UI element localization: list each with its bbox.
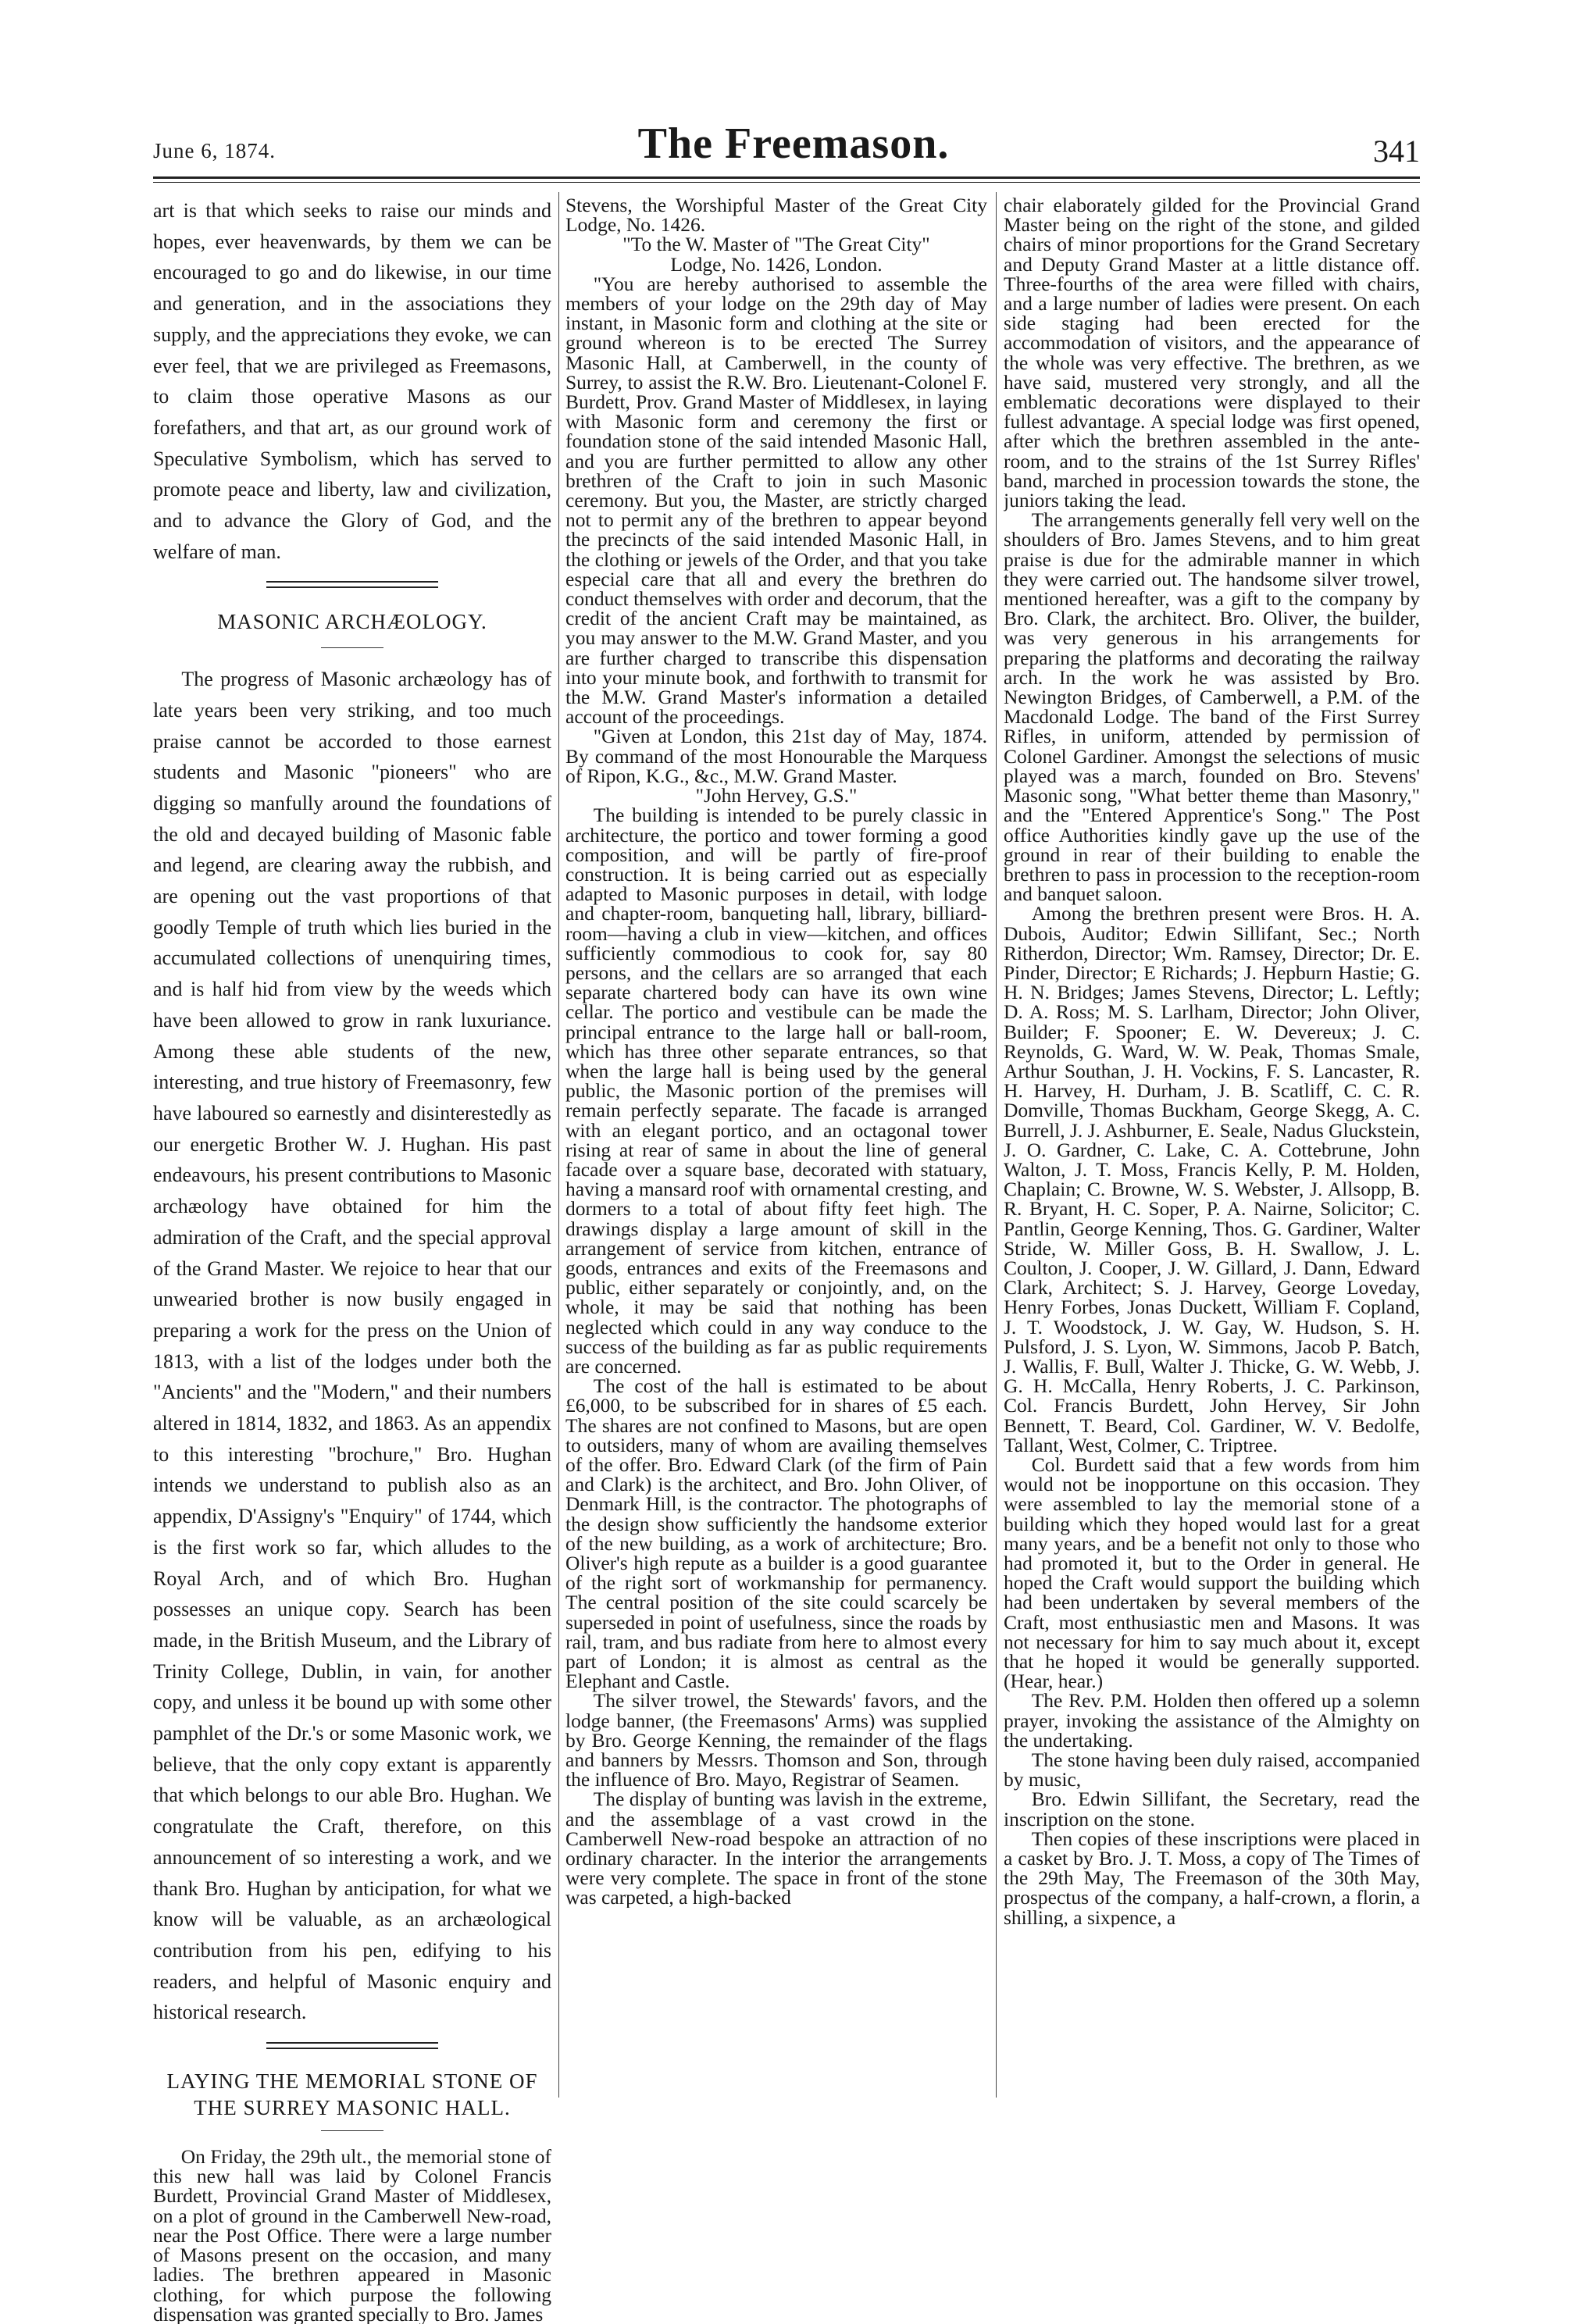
inscription-read: Bro. Edwin Sillifant, the Secretary, read the inscription on the stone.: [1004, 1788, 1420, 1830]
newspaper-title: The Freemason.: [637, 119, 950, 168]
page-number: 341: [1373, 134, 1420, 169]
arrangements-paragraph: The arrangements generally fell very well on the shoulders of Bro. James Stevens, and to him great praise is due for the admirable manner in which they were carried out. The handsome silver trowel, mentioned hereafter, was a gift to the company by Bro. Clark, the architect. Bro. Oliver, the builder, was very generous in his arrangements for preparing the platforms and decorating the railway arch. In the work he was assisted by Bro. Newington Bridges, of Camberwell, a P.M. of the Macdonald Lodge. The band of the First Surrey Rifles, in uniform, attended by permission of Colonel Gardiner. Amongst the selections of music played was a march, founded on Bro. Stevens' Masonic song, "What better theme than Masonry," and the "Entered Apprentice's Song." The Post office Authorities kindly gave up the use of the ground in rear of their building to enable the brethren to pass in procession to the reception-room and banquet saloon.: [1004, 508, 1420, 906]
stone-raised: The stone having been duly raised, accompanied by music,: [1004, 1748, 1420, 1791]
section-divider: [266, 581, 438, 588]
chair-description: chair elaborately gilded for the Provincial Grand Master being on the right of the stone, and gilded chairs of minor proportions for the Grand Secretary and Deputy Grand Master at a little distance off. Three-fourths of the area were filled with chairs, and a large number of ladies were present. On each side staging had been erected for the accommodation of visitors, and the appearance of the whole was very effective. The brethren, as we have said, mustered very strongly, and all the emblematic decorations were displayed to their fullest advantage. A special lodge was first opened, after which the brethren assembled in the ante-room, and to the strains of the 1st Surrey Rifles' band, marched in procession towards the stone, the juniors taking the lead.: [1004, 195, 1420, 512]
masthead-rule-thin: [153, 182, 1420, 183]
casket-contents: Then copies of these inscriptions were placed in a casket by Bro. J. T. Moss, a copy of The Times of the 29th May, The Freemason of the 30th May, prospectus of the company, a half-crown, a florin, a shilling, a sixpence, a: [1004, 1827, 1420, 1927]
burdett-speech: Col. Burdett said that a few words from him would not be inopportune on this occasion. They were assembled to lay the memorial stone of a building which they hoped would last for a great many years, and be a benefit not only to those who had promoted it, but to the Order in general. He hoped the Craft would support the building which had been undertaken by several members of the Craft, most enthusiastic men and Masons. It was not necessary for him to say much about it, except that he hoped it would be generally supported. (Hear, hear.): [1004, 1453, 1420, 1693]
masthead-rule: [153, 176, 1420, 179]
memorial-stone-article: On Friday, the 29th ult., the memorial stone of this new hall was laid by Colonel Francis Burdett, Provincial Grand Master of Middlesex, on a plot of ground in the Camberwell New-road, near the Post Office. There were a large number of Masons present on the occasion, and many ladies. The brethren appeared in Masonic clothing, for which purpose the following dispensation was granted specially to Bro. James: [153, 2145, 551, 2324]
dispensation-dated: "Given at London, this 21st day of May, 1874. By command of the most Honourable the Marquess of Ripon, K.G., &c., M.W. Grand Master.: [565, 725, 987, 787]
issue-date: June 6, 1874.: [153, 139, 276, 162]
dispensation-address-lodge: Lodge, No. 1426, London.: [670, 252, 883, 276]
column-1: [153, 195, 551, 2324]
archaeology-article: The progress of Masonic archæology has of late years been very striking, and too much praise cannot be accorded to those earnest students and Masonic "pioneers" who are digging so manfully around the foundations of the old and decayed building of Masonic fable and legend, are clearing away the rubbish, and are opening out the vast proportions of that goodly Temple of truth which lies buried in the accumulated collections of unenquiring times, and is half hid from view by the weeds which have been allowed to grow in rank luxuriance. Among these able students of the new, interesting, and true history of Freemasonry, few have laboured so earnestly and disinterestedly as our energetic Brother W. J. Hughan. His past endeavours, his present contributions to Masonic archæology have obtained for him the admiration of the Craft, and the special approval of the Grand Master. We rejoice to hear that our unwearied brother is now busily engaged in preparing a work for the press on the Union of 1813, with a list of the lodges under both the "Ancients" and the "Modern," and their numbers altered in 1814, 1832, and 1863. As an appendix to this interesting "brochure," Bro. Hughan intends we understand to publish also as an appendix, D'Assigny's "Enquiry" of 1744, which is the first work so far, which alludes to the Royal Arch, and of which Bro. Hughan possesses an unique copy. Search has been made, in the British Museum, and the Library of Trinity College, Dublin, in vain, for another copy, and unless it be bound up with some other pamphlet of the Dr.'s or some Masonic work, we believe, that the only copy extant is apparently that which belongs to our able Bro. Hughan. We congratulate the Craft, therefore, on this announcement of so interesting a work, and we thank Bro. Hughan by anticipation, for what we know will be valuable, as an archæological contribution from his pen, edifying to his readers, and helpful of Masonic enquiry and historical research.: [153, 668, 551, 2024]
dispensation-address: "To the W. Master of "The Great City": [622, 233, 930, 256]
bunting-display: The display of bunting was lavish in the extreme, and the assemblage of a vast crowd in the Camberwell New-road bespoke an attraction of no ordinary character. In the interior the arrangements were very complete. The space in front of the stone was carpeted, a high-backed: [565, 1788, 987, 1908]
column-3: [1004, 195, 1420, 1927]
column-divider-1: [558, 192, 559, 2098]
dispensation-text: "You are hereby authorised to assemble the members of your lodge on the 29th day of May instant, in Masonic form and clothing at the site or ground whereon is to be erected The Surrey Masonic Hall, at Camberwell, in the county of Surrey, to assist the R.W. Bro. Lieutenant-Colonel F. Burdett, Prov. Grand Master of Middlesex, in laying with Masonic form and ceremony the first or foundation stone of the said intended Masonic Hall, and you are further permitted to allow any other brethren of the Craft to join in such Masonic ceremony. But you, the Master, are strictly charged not to permit any of the brethren to appear beyond the precincts of the said intended Masonic Hall, in the clothing or jewels of the Order, and that you take especial care that all and every the brethren do conduct themselves with order and decorum, that the credit of the ancient Craft may be maintained, as you may answer to the M.W. Grand Master, and you are further charged to transcribe this dispensation into your minute book, and forthwith to transmit for the M.W. Grand Master's information a detailed account of the proceedings.: [565, 272, 987, 729]
article-continuation: Stevens, the Worshipful Master of the Great City Lodge, No. 1426.: [565, 195, 987, 237]
dispensation-signature: "John Hervey, G.S.": [695, 784, 858, 807]
section-divider: [266, 2042, 438, 2049]
memorial-stone-heading: LAYING THE MEMORIAL STONE OF THE SURREY MASONIC HALL.: [166, 2069, 538, 2120]
brethren-list: Among the brethren present were Bros. H. A. Dubois, Auditor; Edwin Sillifant, Sec.; North Ritherdon, Director; Wm. Ramsey, Director; Dr. E. Pinder, Director; E Richards; J. Hepburn Hastie; G. H. N. Bridges; James Stevens, Director; L. Leftly; D. A. Ross; M. S. Larlham, Director; John Oliver, Builder; F. Spooner; E. W. Devereux; J. C. Reynolds, G. Ward, W. W. Peak, Thomas Smale, Arthur Southan, J. H. Vockins, F. S. Lancaster, R. H. Harvey, H. Durham, J. B. Scatliff, C. C. R. Domville, Thomas Buckham, George Skegg, A. C. Burrell, J. J. Ashburner, E. Seale, Nadus Gluckstein, J. O. Gardner, C. Lake, C. A. Cottebrune, John Walton, J. T. Moss, Francis Kelly, P. M. Holden, Chaplain; C. Browne, W. S. Webster, J. Allsopp, B. R. Bryant, H. C. Soper, P. A. Nairne, Solicitor; C. Pantlin, George Kenning, Thos. G. Gardiner, Walter Stride, W. Miller Goss, B. H. Swallow, J. L. Coulton, J. Cooper, J. W. Gillard, J. Dann, Edward Clark, Architect; S. J. Harvey, George Loveday, Henry Forbes, Jonas Duckett, William F. Copland, J. T. Woodstock, J. W. Gay, W. Hudson, S. H. Pulsford, J. S. Lyon, W. Simmons, Jacob P. Batch, J. Wallis, F. Bull, Walter J. Thicke, G. W. Webb, J. G. H. McCalla, Henry Roberts, J. C. Parkinson, Col. Francis Burdett, John Hervey, Sir John Bennett, T. Beard, Col. Gardiner, W. V. Bedolfe, Tallant, West, Colmer, C. Triptree.: [1004, 902, 1420, 1456]
column-2: [565, 195, 987, 1908]
archaeology-heading: MASONIC ARCHÆOLOGY.: [217, 610, 487, 634]
heading-rule: [321, 2130, 383, 2131]
silver-trowel: The silver trowel, the Stewards' favors, and the lodge banner, (the Freemasons' Arms) was supplied by Bro. George Kenning, the remainder of the flags and banners by Messrs. Thomson and Son, through the influence of Bro. Mayo, Registrar of Seamen.: [565, 1689, 987, 1791]
building-description: The building is intended to be purely classic in architecture, the portico and tower forming a good composition, and will be partly of fire-proof construction. It is being carried out as especially adapted to Masonic purposes in detail, with lodge and chapter-room, banqueting hall, library, billiard-room—having a club in view—kitchen, and offices sufficiently commodious to cook for, say 80 persons, and the cellars are so arranged that each separate chartered body can have its own wine cellar. The portico and vestibule can be made the principal entrance to the large hall or ball-room, which has three other separate entrances, so that when the large hall is being used by the general public, the Masonic portion of the premises will remain perfectly separate. The facade is arranged with an elegant portico, and an octagonal tower rising at rear of same in about the line of general facade over a square base, decorated with statuary, having a mansard roof with ornamental cresting, and dormers to a total of about fifty feet high. The drawings display a large amount of skill in the arrangement of service from kitchen, entrance of goods, entrances and exits of the Freemasons and public, either separately or conjointly, and, on the whole, it may be said that nothing has been neglected which could in any way conduce to the success of the building as far as public requirements are concerned.: [565, 804, 987, 1378]
hall-cost: The cost of the hall is estimated to be about £6,000, to be subscribed for in shares of £5 each. The shares are not confined to Masons, but are open to outsiders, many of whom are availing themselves of the offer. Bro. Edward Clark (of the firm of Pain and Clark) is the architect, and Bro. John Oliver, of Denmark Hill, is the contractor. The photographs of the design show sufficiently the handsome exterior of the new building, as a work of architecture; Bro. Oliver's high repute as a builder is a good guarantee of the right sort of workmanship for permanency. The central position of the site could scarcely be superseded in point of usefulness, since the roads by rail, tram, and bus radiate from here to almost every part of London; it is almost as central as the Elephant and Castle.: [565, 1374, 987, 1693]
column-divider-2: [996, 192, 997, 2098]
masthead: [153, 119, 1420, 169]
prayer-paragraph: The Rev. P.M. Holden then offered up a solemn prayer, invoking the assistance of the Almighty on the undertaking.: [1004, 1689, 1420, 1752]
heading-rule: [321, 647, 383, 648]
intro-paragraph: art is that which seeks to raise our minds and hopes, ever heavenwards, by them we can be encouraged to go and do likewise, in our time and generation, and in the associations they supply, and the appreciations they evoke, we can ever feel, that we are privileged as Freemasons, to claim those operative Masons as our forefathers, and that art, as our ground work of Speculative Symbolism, which has served to promote peace and liberty, law and civilization, and to advance the Glory of God, and the welfare of man.: [153, 199, 551, 563]
